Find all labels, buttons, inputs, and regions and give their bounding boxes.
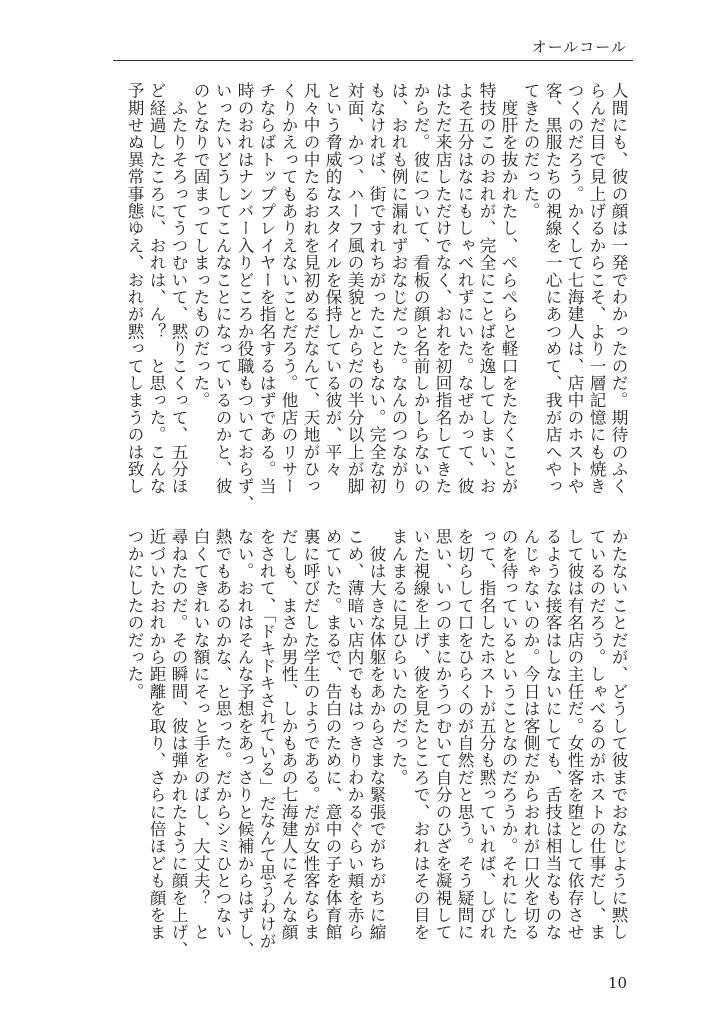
text-column: 対面、かつ、ハーフ風の美貌とからだの半分以上が脚 bbox=[345, 82, 364, 495]
text-column: 客、黒服たちの視線を一心にあつめて、我が店へやっ bbox=[543, 82, 562, 495]
header-rule bbox=[113, 60, 633, 61]
text-column: まんまるに見ひらいたのだった。 bbox=[389, 528, 408, 786]
text-column: もなければ、街ですれちがったこともない。完全な初 bbox=[367, 82, 386, 495]
text-column: つかにしたのだった。 bbox=[125, 528, 144, 700]
lower-text-block bbox=[123, 528, 629, 958]
text-column: こめ、薄暗い店内でもはっきりわかるぐらい頬を赤ら bbox=[345, 528, 364, 941]
page-number: 10 bbox=[608, 974, 628, 992]
text-column: 白くてきれいな額にそっと手をのばし、大丈夫？ と bbox=[191, 528, 210, 941]
text-column: ない。おれはそんな予想をあっさりと候補からはずし、 bbox=[235, 528, 254, 958]
text-column: 人間にも、彼の顔は一発でわかったのだ。期待のふく bbox=[609, 82, 628, 495]
text-column: かたないことだが、どうして彼までおなじように黙し bbox=[609, 528, 628, 941]
text-column: のを待っているということなのだろうか。それにした bbox=[499, 528, 518, 941]
running-title: オールコール bbox=[531, 38, 627, 56]
text-column: てきたのだった。 bbox=[521, 82, 540, 220]
text-column: 近づいたおれから距離を取り、さらに倍ほども顔をま bbox=[147, 528, 166, 941]
text-column: んじゃないのか。今日は客側だからおれが口火を切る bbox=[521, 528, 540, 941]
text-column: 熱でもあるのかな、と思った。だからシミひとつない bbox=[213, 528, 232, 941]
text-column: ているのだろう。しゃべるのがホストの仕事だし、ま bbox=[587, 528, 606, 941]
text-column: して彼は有名店の主任だ。女性客を堕として依存させ bbox=[565, 528, 584, 941]
text-column: 彼は大きな体躯をあからさまな緊張でがちがちに縮 bbox=[367, 528, 386, 941]
text-column: って、指名したホストが五分も黙っていれば、しびれ bbox=[477, 528, 496, 941]
text-column: ど経過したころに、おれは、ん？ と思った。こんな bbox=[147, 82, 166, 495]
text-column: つくのだろう。かくして七海建人は、店中のホストや bbox=[565, 82, 584, 495]
text-column: チならばトッププレイヤーを指名するはずである。当 bbox=[257, 82, 276, 495]
text-column: よそ五分はなにもしゃべれずにいた。なぜかって、彼 bbox=[455, 82, 474, 495]
text-column: 凡々中の中たるおれを見初めるだなんて、天地がひっ bbox=[301, 82, 320, 495]
text-column: のとなりで固まってしまったものだった。 bbox=[191, 82, 210, 409]
text-column: いったいどうしてこんなことになっているのかと、彼 bbox=[213, 82, 232, 495]
text-column: はただ来店しただけでなく、おれを初回指名してきた bbox=[433, 82, 452, 495]
text-column: るような接客はしないにしても、舌技は相当なものな bbox=[543, 528, 562, 941]
text-column: からだ。彼について、看板の顔と名前しかしらないの bbox=[411, 82, 430, 495]
text-column: 時のおれはナンバー入りどころか役職もついておらず、 bbox=[235, 82, 254, 512]
text-column: という脅威的なスタイルを保持している彼が、平々 bbox=[323, 82, 342, 478]
text-column: 思い、いつのまにかうつむいて自分のひざを凝視して bbox=[433, 528, 452, 941]
text-column: 特技のこのおれが、完全にことばを逸してしまい、お bbox=[477, 82, 496, 495]
text-column: を切らして口をひらくのが自然だと思う。そう疑問に bbox=[455, 528, 474, 941]
text-column: だしも、まさか男性、しかもあの七海建人にそんな顔 bbox=[279, 528, 298, 941]
text-column: をされて、「ドキドキされている」だなんて思うわけが bbox=[257, 528, 276, 950]
text-column: は、おれも例に漏れずおなじだった。なんのつながり bbox=[389, 82, 408, 495]
text-column: ふたりそろってうつむいて、黙りこくって、五分ほ bbox=[169, 82, 188, 495]
text-column: くりかえってもありえないことだろう。他店のリサー bbox=[279, 82, 298, 495]
text-column: 予期せぬ異常事態ゆえ、おれが黙ってしまうのは致し bbox=[125, 82, 144, 495]
upper-text-block bbox=[123, 82, 629, 512]
text-column: いた視線を上げ、彼を見たところで、おれはその目を bbox=[411, 528, 430, 941]
text-column: らんだ目で見上げるからこそ、より一層記憶にも焼き bbox=[587, 82, 606, 495]
text-column: めていた。まるで、告白のために、意中の子を体育館 bbox=[323, 528, 342, 941]
text-column: 度肝を抜かれたし、ぺらぺらと軽口をたたくことが bbox=[499, 82, 518, 495]
text-column: 裏に呼びだした学生のようである。だが女性客ならま bbox=[301, 528, 320, 941]
text-column: 尋ねたのだ。その瞬間、彼は弾かれたように顔を上げ、 bbox=[169, 528, 188, 958]
